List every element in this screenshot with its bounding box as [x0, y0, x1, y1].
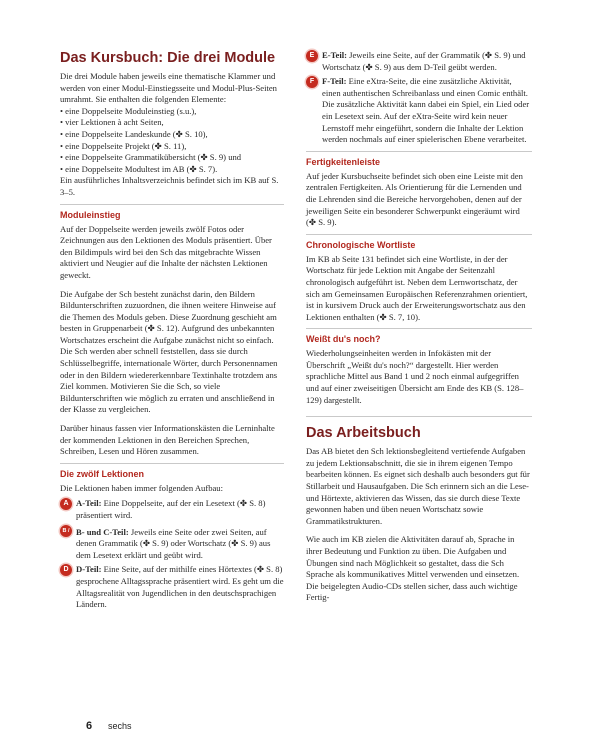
divider: [60, 204, 284, 205]
weisst-paragraph: Wiederholungseinheiten werden in Infokästen mit der Überschrift „Weißt du's noch?“ dargestellt. Hier werden sprachliche Mittel aus Band 1 und 2 noch einmal aufgegriffen und auf einer zweiseitigen Übersicht am Ende des KB (S. 128–129) dargestellt.: [306, 348, 524, 405]
part-name: B- und C-Teil:: [76, 526, 129, 537]
arbeitsbuch-paragraph-2: Wie auch im KB zielen die Aktivitäten darauf ab, Sprache in ihrer Bedeutung und Funktion zu üben. Die Aufgaben und Übungen sind nach Möglichkeit so gestaltet, dass die Sch Sprache als kommunikatives Mittel verwenden und einsetzen. Die beigelegten Audio-CDs stellen sicher, dass auch wichtige Fertig-: [306, 534, 520, 603]
part-e: [306, 50, 532, 73]
page-number: 6: [86, 720, 93, 732]
heading-lektionen: Die zwölf Lektionen: [60, 468, 145, 479]
badge-bc-icon: B / C: [60, 525, 72, 537]
part-bc: [60, 525, 284, 562]
part-name: D-Teil:: [76, 564, 102, 575]
fertigkeiten-paragraph: Auf jeder Kursbuchseite befindet sich oben eine Leiste mit den zentralen Fertigkeiten. Als Orientierung für die Lernenden und die Lehrenden sind die Bereiche hervorgehoben, denen auf der jeweiligen Seite ein besonderer Schwerpunkt eingeräumt wird (✤ S. 9).: [306, 170, 523, 228]
divider: [306, 234, 532, 235]
part-text: Jeweils eine Seite, auf der Grammatik (✤ S. 9) und Wortschatz (✤ S. 9) aus dem D-Teil geübt werden.: [322, 50, 526, 72]
module-elements-list: [60, 106, 284, 176]
part-name: F-Teil:: [322, 76, 347, 87]
list-item: • eine Doppelseite Grammatikübersicht (✤ S. 9) und: [60, 152, 242, 163]
badge-e-icon: E: [306, 50, 318, 62]
title-arbeitsbuch: Das Arbeitsbuch: [306, 425, 421, 442]
list-item: • eine Doppelseite Projekt (✤ S. 11),: [60, 140, 187, 151]
list-item: • eine Doppelseite Modultest im AB (✤ S. 7).: [60, 163, 218, 174]
divider: [306, 151, 532, 152]
moduleinstieg-paragraph-1: Auf der Doppelseite werden jeweils zwölf Fotos oder Zeichnungen aus den Lektionen des Moduls präsentiert. Über den Bildimpuls wird bei den Sch das mitgebrachte Wissen aktiviert und Neugier auf die Inhalte der nächsten Lektionen geweckt.: [60, 223, 272, 280]
badge-f-icon: F: [306, 76, 318, 88]
heading-moduleinstieg: Moduleinstieg: [60, 209, 121, 220]
heading-wortliste: Chronologische Wortliste: [306, 239, 416, 250]
lektionen-intro: Die Lektionen haben immer folgenden Aufbau:: [60, 482, 223, 493]
divider: [60, 463, 284, 464]
badge-a-icon: A: [60, 498, 72, 510]
badge-d-icon: D: [60, 564, 72, 576]
list-item: • eine Doppelseite Moduleinstieg (s.u.),: [60, 105, 197, 116]
intro-paragraph: Die drei Module haben jeweils eine thematische Klammer und werden von einer Modul-Einstiegsseite und Modul-Plus-Seiten umrahmt. Sie enthalten die folgenden Elemente:: [60, 71, 277, 105]
part-name: E-Teil:: [322, 50, 347, 60]
moduleinstieg-paragraph-3: Darüber hinaus fassen vier Informationskästen die Lerninhalte der kommenden Lektionen in den Bereichen Sprechen, Schreiben, Lesen und Hören zusammen.: [60, 423, 275, 457]
part-d: [60, 564, 284, 610]
page-number-word: sechs: [108, 721, 132, 731]
part-text: Jeweils eine Seite oder zwei Seiten, auf denen Grammatik (✤ S. 9) oder Wortschatz (✤ S. 9) aus dem Lesetext erklärt und geübt wird.: [76, 526, 271, 560]
divider: [306, 328, 532, 329]
heading-weisst-du-s-noch: Weißt du's noch?: [306, 334, 381, 345]
part-text: Eine Doppelseite, auf der ein Lesetext (✤ S. 8) präsentiert wird.: [76, 498, 266, 520]
part-text: Eine Seite, auf der mithilfe eines Hörtextes (✤ S. 8) gesprochene Alltagssprache präsentiert wird. Es geht um die Alltagsrealität von Jugendlichen in den deutschsprachigen Ländern.: [76, 564, 284, 610]
part-f: [306, 76, 532, 146]
contents-note: Ein ausführliches Inhaltsverzeichnis befindet sich im KB auf S. 3–5.: [60, 175, 279, 197]
part-a: [60, 498, 284, 521]
list-item: • eine Doppelseite Landeskunde (✤ S. 10),: [60, 128, 208, 139]
part-name: A-Teil:: [76, 498, 102, 509]
left-column: [60, 50, 284, 614]
part-text: Eine eXtra-Seite, die eine zusätzliche Aktivität, einen authentischen Schreibanlass und einen Comic enthält. Die zusätzliche Aktivität kann dabei ein Spiel, ein Lied oder ein Lesetext sein. Auf der eXtra-Seite wird kein neuer Lernstoff mehr eingeführt, sondern die Inhalte der Lektion werden nochmals auf einer spielerischen Ebene verarbeitet.: [322, 76, 530, 145]
list-item: • vier Lektionen à acht Seiten,: [60, 117, 164, 128]
right-column: [306, 50, 532, 604]
wortliste-paragraph: Im KB ab Seite 131 befindet sich eine Wortliste, in der der Wortschatz für jede Lektion mit Angabe der Seitenzahl chronologisch aufgeführt ist. Neben dem Lernwortschatz, der sich am Gemeinsamen Europäischen Referenzrahmen orientiert, ist in kursivem Druck auch der Erweiterungswortschatz aus den Lektionen enthalten (✤ S. 7, 10).: [306, 253, 528, 322]
arbeitsbuch-paragraph-1: Das AB bietet den Sch lektionsbegleitend vertiefende Aufgaben zu jedem Lektionsabschnitt, die sie in ihrem eigenen Tempo bearbeiten können. Es eignet sich deshalb auch besonders gut für Stillarbeit und Hausaufgaben. Die Sch erinnern sich an die Lese- und Hörtexte, aktivieren das Wissen, das sie durch diese Texte gewonnen haben und üben neuen Wortschatz sowie Grammatikstrukturen.: [306, 446, 530, 526]
title-kursbuch: Das Kursbuch: Die drei Module: [60, 50, 276, 66]
divider: [306, 416, 532, 417]
moduleinstieg-paragraph-2: Die Aufgabe der Sch besteht zunächst darin, den Bildern Bildunterschriften zuzuordnen, die ihnen weitere Hinweise auf die Themen des Moduls geben. Diese Zuordnung geschieht am besten in Gruppenarbeit (✤ S. 12). Aufgrund des unbekannten Wortschatzes erscheint die Aufgabe zunächst nicht so einfach. Die Sch werden aber schnell feststellen, dass sie durch Schlüsselbegriffe, internationale Wörter, durch Personennamen oder in den Bildern wiedererkennbare Textinhalte trotzdem ans Ziel kommen. Motivieren Sie die Sch, so viele Bildunterschriften wie möglich zu erraten und anschließend in der Klasse zu vergleichen.: [60, 288, 278, 415]
heading-fertigkeitenleiste: Fertigkeitenleiste: [306, 156, 381, 167]
